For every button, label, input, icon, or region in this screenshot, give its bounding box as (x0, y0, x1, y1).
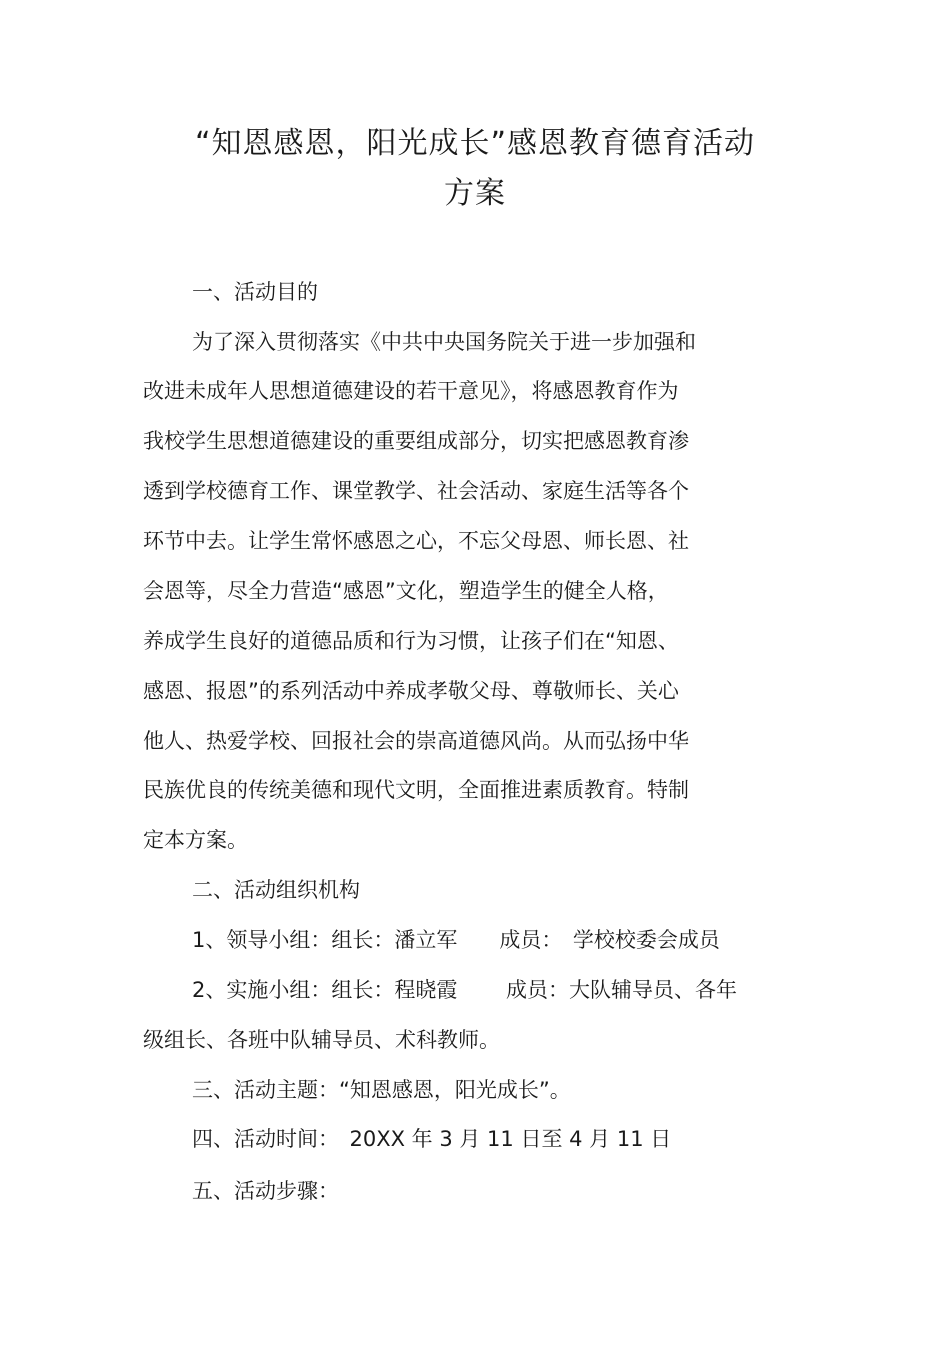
section-3-theme: 三、活动主题：“知恩感恩，阳光成长”。 (192, 1078, 571, 1102)
paragraph-line: 会恩等，尽全力营造“感恩”文化，塑造学生的健全人格， (143, 579, 669, 603)
paragraph-line: 定本方案。 (143, 828, 248, 852)
section-4-time: 四、活动时间： 20XX 年 3 月 11 日至 4 月 11 日 (192, 1127, 672, 1151)
paragraph-line: 透到学校德育工作、课堂教学、社会活动、家庭生活等各个 (143, 479, 689, 503)
paragraph-line: 养成学生良好的道德品质和行为习惯，让孩子们在“知恩、 (143, 629, 679, 653)
document-title-line-2: 方案 (444, 176, 506, 211)
paragraph-line: 为了深入贯彻落实《中共中央国务院关于进一步加强和 (192, 330, 696, 354)
section-2-heading: 二、活动组织机构 (192, 878, 360, 902)
leadership-group-line: 1、领导小组：组长：潘立军 成员： 学校校委会成员 (192, 928, 720, 952)
paragraph-line: 改进未成年人思想道德建设的若干意见》，将感恩教育作为 (143, 379, 679, 403)
document-title-line-1: “知恩感恩，阳光成长”感恩教育德育活动 (194, 126, 756, 161)
paragraph-line: 我校学生思想道德建设的重要组成部分，切实把感恩教育渗 (143, 429, 689, 453)
implementation-group-line: 2、实施小组：组长：程晓霞 成员：大队辅导员、各年 (192, 978, 738, 1002)
implementation-group-line-cont: 级组长、各班中队辅导员、术科教师。 (143, 1028, 500, 1052)
section-5-heading: 五、活动步骤： (192, 1179, 339, 1203)
paragraph-line: 他人、热爱学校、回报社会的崇高道德风尚。从而弘扬中华 (143, 729, 689, 753)
paragraph-line: 环节中去。让学生常怀感恩之心，不忘父母恩、师长恩、社 (143, 529, 689, 553)
paragraph-line: 感恩、报恩”的系列活动中养成孝敬父母、尊敬师长、关心 (143, 679, 679, 703)
paragraph-line: 民族优良的传统美德和现代文明，全面推进素质教育。特制 (143, 778, 689, 802)
section-1-heading: 一、活动目的 (192, 280, 318, 304)
